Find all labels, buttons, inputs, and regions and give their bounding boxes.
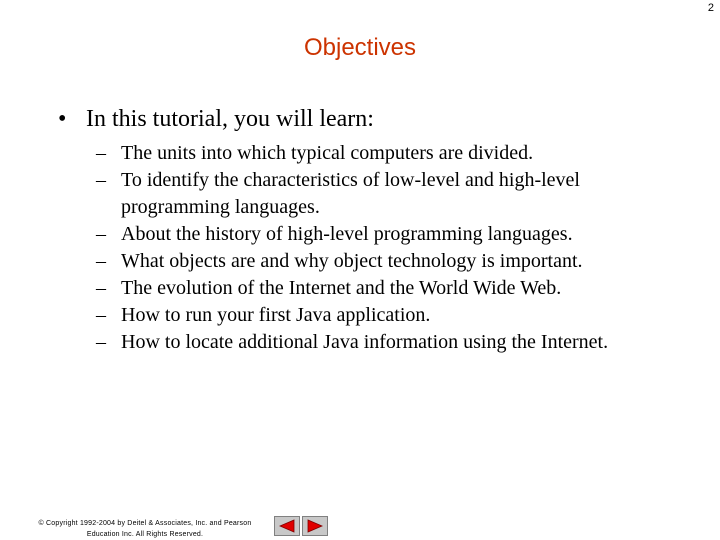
dash-marker: – — [96, 277, 106, 299]
sub-bullet-text: How to locate additional Java information using the Internet. — [121, 331, 609, 353]
sub-bullet-item — [96, 140, 608, 167]
main-bullet — [58, 104, 374, 134]
bullet-marker: • — [58, 106, 67, 132]
previous-slide-button[interactable] — [274, 516, 300, 536]
dash-marker: – — [96, 250, 106, 272]
slide-title: Objectives — [303, 34, 417, 61]
sub-bullet-item — [96, 221, 608, 248]
sub-bullet-item — [96, 248, 608, 275]
sub-bullet-text-continued: programming languages. — [121, 196, 320, 218]
sub-bullet-text: The evolution of the Internet and the World Wide Web. — [121, 277, 562, 299]
sub-bullet-text: To identify the characteristics of low-level and high-level — [121, 169, 580, 191]
next-slide-button[interactable] — [302, 516, 328, 536]
sub-bullet-text: About the history of high-level programming languages. — [121, 223, 573, 245]
main-bullet-text: In this tutorial, you will learn: — [86, 106, 374, 132]
sub-bullet-item — [96, 329, 608, 356]
copyright-line-2: Education Inc. All Rights Reserved. — [86, 531, 204, 538]
copyright-notice — [30, 518, 260, 540]
dash-marker: – — [96, 142, 106, 164]
sub-bullet-text: The units into which typical computers are divided. — [121, 142, 534, 164]
sub-bullet-item — [96, 275, 608, 302]
dash-marker: – — [96, 223, 106, 245]
sub-bullet-list — [96, 140, 608, 356]
slide-navigation — [274, 516, 328, 536]
copyright-line-1: © Copyright 1992-2004 by Deitel & Associates, Inc. and Pearson — [38, 520, 252, 527]
dash-marker: – — [96, 169, 106, 191]
left-triangle-icon — [279, 519, 295, 533]
sub-bullet-text: What objects are and why object technology is important. — [121, 250, 583, 272]
dash-marker: – — [96, 331, 106, 353]
right-triangle-icon — [307, 519, 323, 533]
sub-bullet-text: How to run your first Java application. — [121, 304, 431, 326]
page-number: 2 — [707, 2, 714, 14]
dash-marker: – — [96, 304, 106, 326]
sub-bullet-item — [96, 302, 608, 329]
sub-bullet-item — [96, 167, 608, 221]
